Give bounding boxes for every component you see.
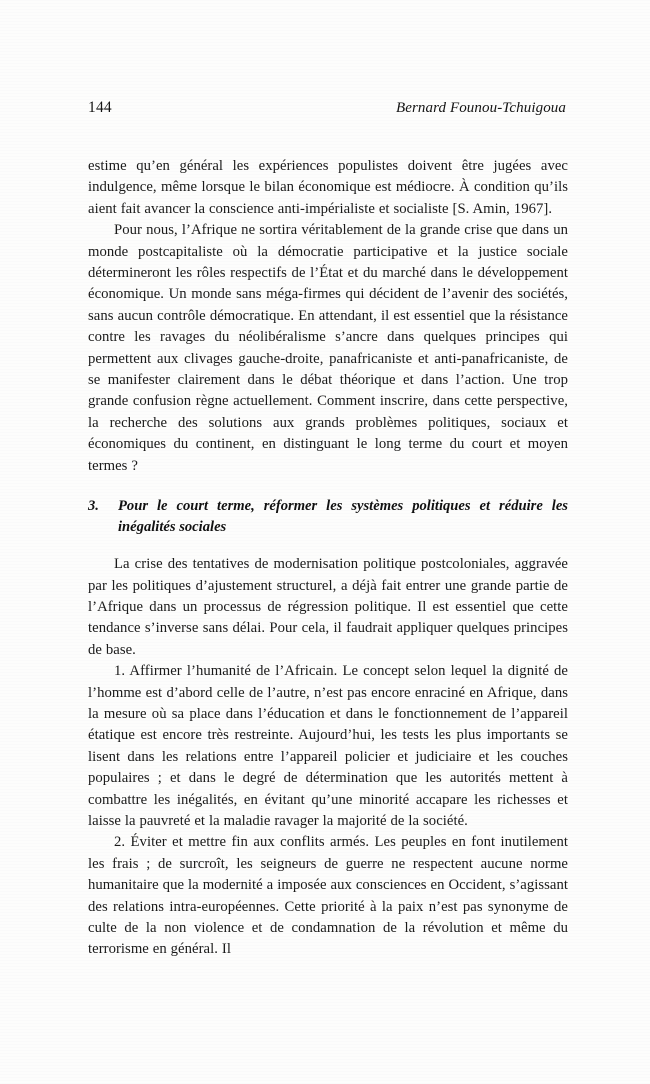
paragraph-principe-2: 2. Éviter et mettre fin aux conflits armés. Les peuples en font inutilement les frais ; de surcroît, les seigneurs de guerre ne respectent aucune norme humanitaire que la modernité a imposée aux consciences en Occident, s’agissant des relations intra-européennes. Cette priorité à la paix n’est pas synonyme de culte de la non violence et de condamnation de la révolution et même du terrorisme en général. Il [88, 834, 568, 958]
paragraph-continued-amin: estime qu’en général les expériences populistes doivent être jugées avec indulgence, même lorsque le bilan économique est médiocre. À condition qu’ils aient fait avancer la conscience anti-impérialiste et socialiste [S. Amin, 1967]. [88, 158, 568, 217]
paragraph-la-crise: La crise des tentatives de modernisation politique postcoloniales, aggravée par les politiques d’ajustement structurel, a déjà fait entrer une grande partie de l’Afrique dans un processus de régression politique. Il est essentiel que cette tendance s’inverse sans délai. Pour cela, il faudrait appliquer quelques principes de base. [88, 556, 568, 658]
section-heading [88, 496, 568, 537]
section-number: 3. [88, 498, 99, 515]
running-header [88, 99, 568, 117]
section-title: Pour le court terme, réformer les systèmes politiques et réduire les inégalités sociales [118, 498, 568, 535]
body-text-block [88, 156, 568, 961]
page-number: 144 [88, 99, 112, 116]
paragraph-pour-nous: Pour nous, l’Afrique ne sortira véritablement de la grande crise que dans un monde postcapitaliste où la démocratie participative et la justice sociale détermineront les rôles respectifs de l’État et du marché dans le développement économique. Un monde sans méga-firmes qui décident de l’avenir des sociétés, sans aucun contrôle démocratique. En attendant, il est essentiel que la résistance contre les ravages du néolibéralisme s’ancre dans quelques principes qui permettent aux clivages gauche-droite, panafricaniste et anti-panafricaniste, de se manifester clairement dans le débat théorique et dans l’action. Une trop grande confusion règne actuellement. Comment inscrire, dans cette perspective, la recherche des solutions aux grands problèmes politiques, sociaux et économiques du continent, en distinguant le long terme du court et moyen termes ? [88, 222, 568, 474]
paragraph-principe-1: 1. Affirmer l’humanité de l’Africain. Le concept selon lequel la dignité de l’homme est d’abord celle de l’autre, n’est pas encore enraciné en Afrique, dans la mesure où sa place dans l’éducation et dans le fonctionnement de l’appareil étatique est encore très restreinte. Aujourd’hui, les tests les plus importants se lisent dans les relations entre l’appareil policier et judiciaire et les couches populaires ; et dans le degré de détermination que les autorités mettent à combattre les inégalités, en évitant qu’une minorité accapare les richesses et laisse la pauvreté et la maladie ravager la majorité de la société. [88, 663, 568, 829]
running-header-author: Bernard Founou-Tchuigoua [395, 100, 566, 116]
